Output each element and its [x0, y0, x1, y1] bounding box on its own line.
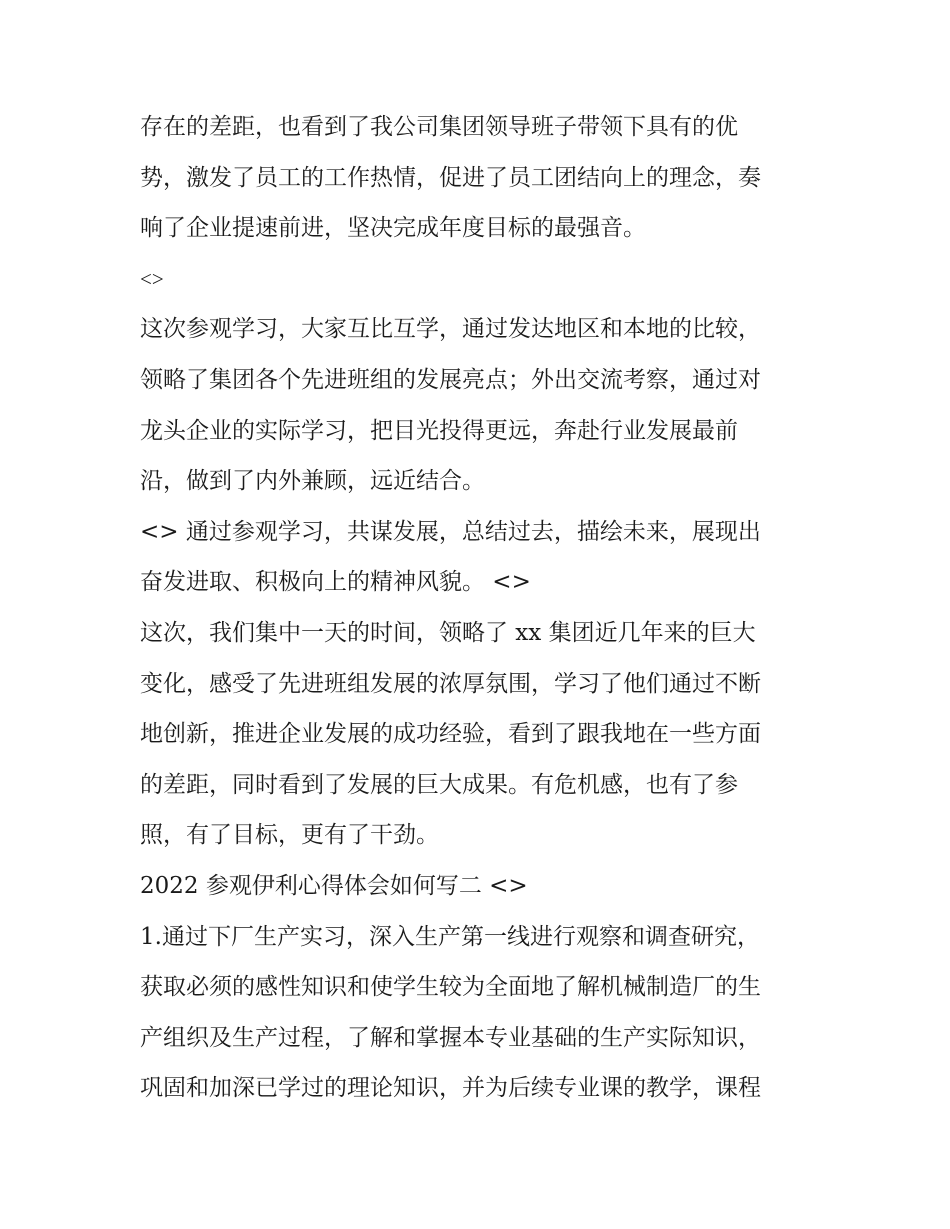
text-line: 龙头企业的实际学习，把目光投得更远，奔赴行业发展最前 — [140, 417, 738, 444]
text-line: 奋发进取、积极向上的精神风貌。 <> — [140, 569, 531, 596]
text-line: 产组织及生产过程，了解和掌握本专业基础的生产实际知识， — [140, 1024, 761, 1051]
text-line: 存在的差距，也看到了我公司集团领导班子带领下具有的优 — [140, 114, 738, 140]
text-line: 的差距，同时看到了发展的巨大成果。有危机感，也有了参 — [140, 771, 738, 798]
separator-marker: <> — [140, 266, 164, 291]
text-line: 巩固和加深已学过的理论知识，并为后续专业课的教学，课程 — [140, 1075, 761, 1102]
text-line: 变化，感受了先进班组发展的浓厚氛围，学习了他们通过不断 — [140, 670, 761, 697]
document-body — [140, 102, 818, 1114]
section-heading: 2022 参观伊利心得体会如何写二 <> — [140, 872, 528, 899]
text-line: 势，激发了员工的工作热情，促进了员工团结向上的理念，奏 — [140, 164, 761, 191]
text-line: <> 通过参观学习，共谋发展，总结过去，描绘未来，展现出 — [140, 518, 761, 545]
text-line: 沿，做到了内外兼顾，远近结合。 — [140, 468, 485, 495]
text-line: 领略了集团各个先进班组的发展亮点；外出交流考察，通过对 — [140, 366, 761, 393]
text-line: 获取必须的感性知识和使学生较为全面地了解机械制造厂的生 — [140, 974, 761, 1001]
text-line: 1.通过下厂生产实习，深入生产第一线进行观察和调查研究， — [140, 923, 760, 950]
text-line: 地创新，推进企业发展的成功经验，看到了跟我地在一些方面 — [140, 721, 761, 748]
text-line: 这次参观学习，大家互比互学，通过发达地区和本地的比较， — [140, 316, 761, 343]
text-line: 照，有了目标，更有了干劲。 — [140, 822, 439, 849]
text-line: 响了企业提速前进，坚决完成年度目标的最强音。 — [140, 215, 646, 242]
text-line: 这次，我们集中一天的时间，领略了 xx 集团近几年来的巨大 — [140, 619, 756, 646]
